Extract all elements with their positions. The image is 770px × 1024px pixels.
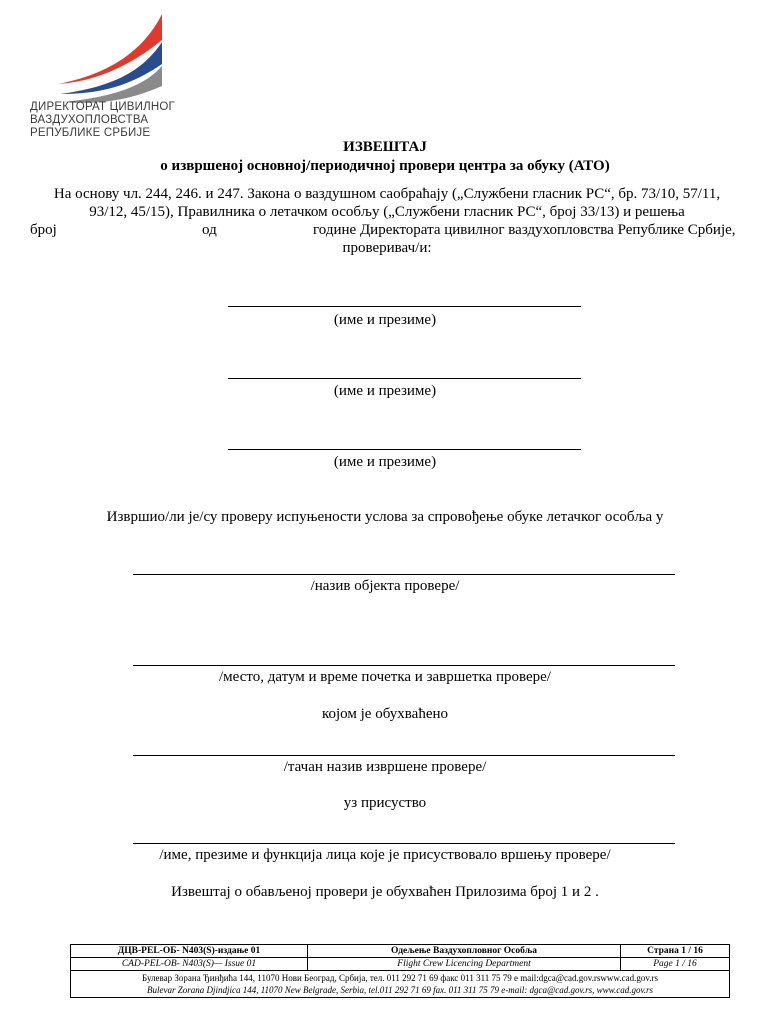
footer-address-en: Bulevar Zorana Djindjica 144, 11070 New Belgrade, Serbia, tel.011 292 71 69 fax. 011 311 75 79 e-mail: dgca@cad.gov.rs, www.cad.gov.rs [146,985,654,995]
inspector-1-caption: (име и презиме) [333,312,437,328]
inspector-3-caption: (име и презиме) [333,454,437,470]
persons-line[interactable] [133,843,675,844]
org-line-3: РЕПУБЛИКЕ СРБИЈЕ [30,127,151,139]
footer-address [71,971,730,998]
report-subtitle: о извршеној основној/периодичној провери центра за обуку (АТО) [160,158,610,174]
footer-address-sr: Булевар Зорана Ђинђића 144, 11070 Нови Београд, Србија, тел. 011 292 71 69 факс 011 311 75 79 e mail:dgca@cad.gov.rswww.cad.gov.rs [142,973,658,983]
inspectors-label: проверивач/и: [342,240,432,256]
footer-dept-sr: Одељење Ваздухопловног Особља [308,945,621,958]
place-line[interactable] [133,665,675,666]
org-line-1: ДИРЕКТОРАТ ЦИВИЛНОГ [30,101,175,113]
decision-year-text: године Директората цивилног ваздухопловства Републике Србије, [313,222,736,238]
organization-name [30,101,200,140]
footer-code-sr: ДЦВ-PEL-ОБ- N403(S)-издање 01 [71,945,308,958]
logo-emblem [50,12,175,107]
persons-caption: /име, презиме и функција лица које је присуствовало вршењу провере/ [159,847,611,863]
check-caption: /тачан назив извршене провере/ [283,759,487,775]
footer-page-sr: Страна 1 / 16 [621,945,730,958]
report-title: ИЗВЕШТАЈ [343,139,427,155]
org-line-2: ВАЗДУХОПЛОВСТВА [30,114,149,126]
intro-line-1: На основу чл. 244, 246. и 247. Закона о ваздушном саобраћају („Службени гласник РС“, бр. 73/10, 57/11, [53,186,721,202]
covered-text: којом је обухваћено [321,706,448,722]
closing-text: Извештај о обављеној провери је обухваћен Прилозима број 1 и 2 . [171,884,599,900]
decision-date-label: од [202,222,217,238]
intro-paragraph [30,185,744,257]
inspector-2-caption: (име и презиме) [333,383,437,399]
footer-page-en: Page 1 / 16 [621,958,730,971]
intro-line-3 [30,221,744,239]
presence-text: уз присуство [343,795,427,811]
place-caption: /место, датум и време почетка и завршетка провере/ [219,669,551,685]
decision-number-label: број [30,222,57,238]
inspector-1-line[interactable] [228,306,581,307]
intro-line-2: 93/12, 45/15), Правилника о летачком особљу („Службени гласник РС“, број 33/13) и решења [89,204,685,220]
inspector-2-line[interactable] [228,378,581,379]
check-line[interactable] [133,755,675,756]
footer-dept-en: Flight Crew Licencing Department [308,958,621,971]
inspector-3-line[interactable] [228,449,581,450]
object-caption: /назив објекта провере/ [310,578,460,594]
footer-code-en: CAD-PEL-OB- N403(S)— Issue 01 [71,958,308,971]
footer-table [70,944,730,998]
object-line[interactable] [133,574,675,575]
performed-text: Извршио/ли је/су проверу испуњености услова за спровођење обуке летачког особља у [106,509,664,525]
